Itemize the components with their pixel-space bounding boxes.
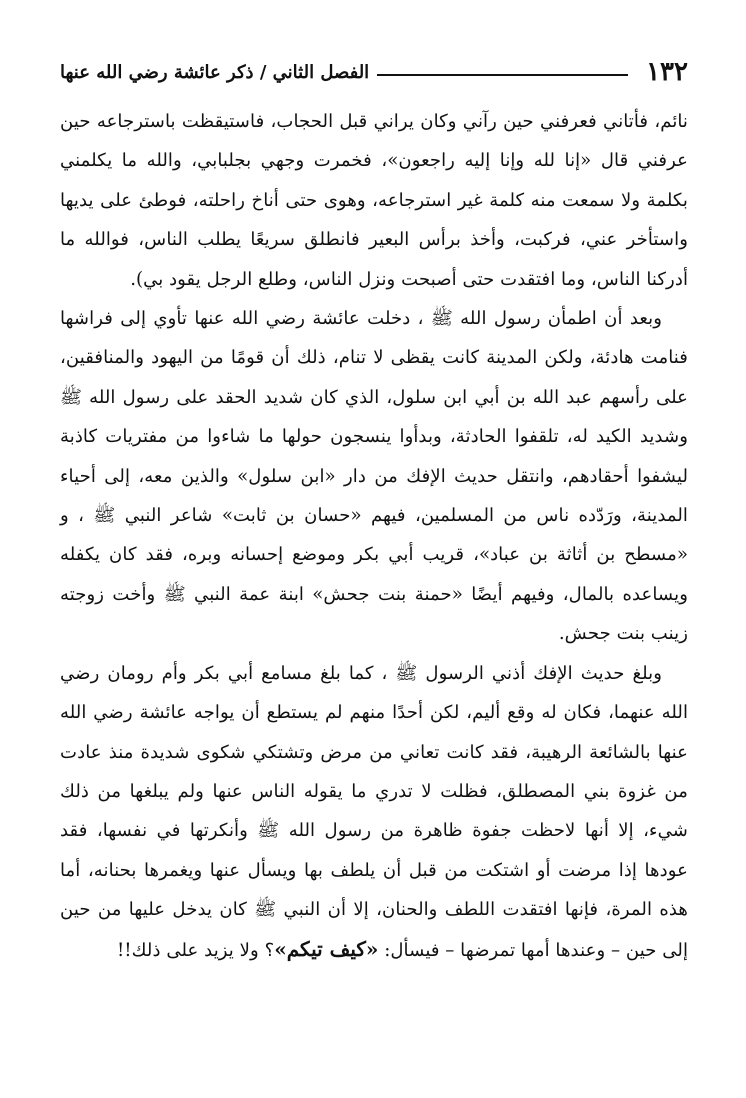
paragraph-3-tail: ؟ ولا يزيد على ذلك!!	[116, 939, 275, 961]
paragraph-1: نائم، فأتاني فعرفني حين رآني وكان يراني قبل الحجاب، فاستيقظت باسترجاعه حين عرفني قال «إنا لله وإنا إليه راجعون»، فخمرت وجهي بجلبابي، والله ما يكلمني بكلمة ولا سمعت منه كلمة غير استرجاعه، وهوى حتى أناخ راحلته، فوطئ على يديها واستأخر عني، فركبت، وأخذ برأس البعير فانطلق سريعًا يطلب الناس، فوالله ما أدركنا الناس، وما افتقدت حتى أصبحت ونزل الناس، وطلع الرجل يقود بي).	[60, 111, 688, 290]
page-number: ١٣٢	[646, 57, 688, 87]
paragraph-3	[60, 654, 688, 970]
body-text	[60, 102, 688, 970]
header-rule	[377, 74, 628, 76]
quoted-phrase: «كيف تيكم»	[274, 936, 379, 961]
book-page	[60, 50, 688, 970]
paragraph-3-text: وبلغ حديث الإفك أذني الرسول ﷺ ، كما بلغ مسامع أبي بكر وأم رومان رضي الله عنهما، فكان له وقع أليم، لكن أحدًا منهم لم يستطع أن يواجه عائشة رضي الله عنها بالشائعة الرهيبة، فقد كانت تعاني من مرض وتشتكي شكوى شديدة منذ عادت من غزوة بني المصطلق، فظلت لا تدري ما يقوله الناس عنها ولم يبلغها من ذلك شيء، إلا أنها لاحظت جفوة ظاهرة من رسول الله ﷺ وأنكرتها في نفسها، فقد عودها إذا مرضت أو اشتكت من قبل أن يلطف بها ويسأل عنها ويغمرها بحنانه، أما هذه المرة، فإنها افتقدت اللطف والحنان، إلا أن النبي ﷺ كان يدخل عليها من حين إلى حين – وعندها أمها تمرضها – فيسأل:	[60, 662, 688, 961]
paragraph-2: وبعد أن اطمأن رسول الله ﷺ ، دخلت عائشة رضي الله عنها تأوي إلى فراشها فنامت هادئة، ولكن المدينة كانت يقظى لا تنام، ذلك أن قومًا من اليهود والمنافقين، على رأسهم عبد الله بن أبي ابن سلول، الذي كان شديد الحقد على رسول الله ﷺ وشديد الكيد له، تلقفوا الحادثة، وبدأوا ينسجون حولها ما شاءوا من مفتريات كاذبة ليشفوا أحقادهم، وانتقل حديث الإفك من دار «ابن سلول» والذين معه، إلى أحياء المدينة، ورَدّده ناس من المسلمين، فيهم «حسان بن ثابت» شاعر النبي ﷺ ، و «مسطح بن أثاثة بن عباد»، قريب أبي بكر وموضع إحسانه وبره، فقد كان يكفله ويساعده بالمال، وفيهم أيضًا «حمنة بنت جحش» ابنة عمة النبي ﷺ وأخت زوجته زينب بنت جحش.	[60, 308, 688, 645]
page-header	[60, 50, 688, 94]
running-title: الفصل الثاني / ذكر عائشة رضي الله عنها	[60, 61, 370, 83]
